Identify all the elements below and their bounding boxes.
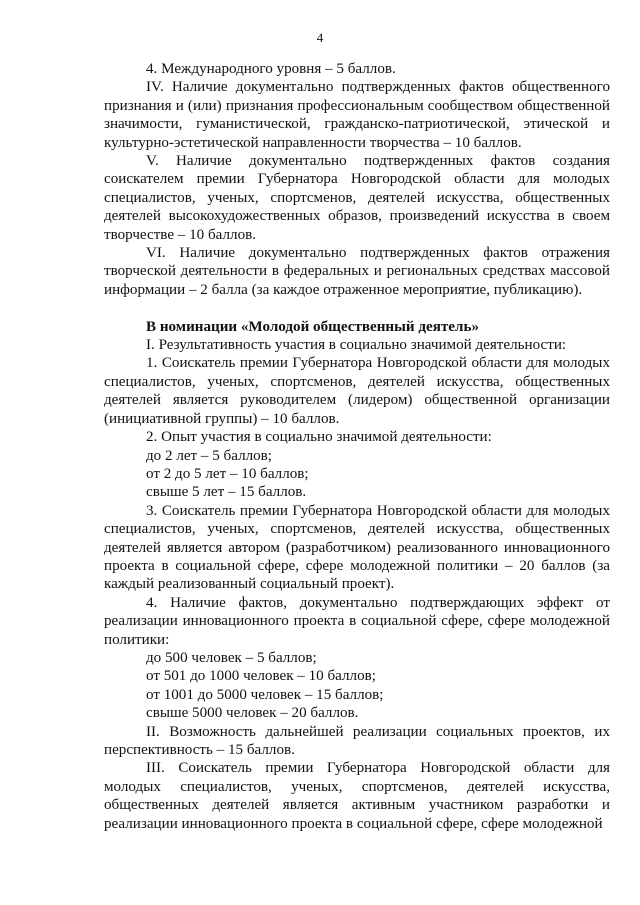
paragraph-item-2: 2. Опыт участия в социально значимой деятельности: <box>146 429 492 446</box>
paragraph-criterion-iii: III. Соискатель премии Губернатора Новгородской области для молодых специалистов, ученых, спортсменов, деятелей искусства, общественных деятелей является активным участником разработки и реализации инновационного проекта в социальной сфере, сфере молодежной <box>104 760 610 832</box>
document-body <box>104 60 610 833</box>
list-item-people: от 1001 до 5000 человек – 15 баллов; <box>146 686 384 703</box>
section-heading-public-figure: В номинации «Молодой общественный деятель» <box>146 318 479 335</box>
paragraph-criterion-ii: II. Возможность дальнейшей реализации социальных проектов, их перспективность – 15 баллов. <box>104 723 610 759</box>
list-item-experience: до 2 лет – 5 баллов; <box>146 447 273 464</box>
paragraph-item-4: 4. Наличие фактов, документально подтверждающих эффект от реализации инновационного проекта в социальной сфере, сфере молодежной политики: <box>104 594 610 648</box>
paragraph-item-3: 3. Соискатель премии Губернатора Новгородской области для молодых специалистов, ученых, спортсменов, деятелей искусства, общественных деятелей является автором (разработчиком) реализованного инновационного проекта в социальной сфере, сфере молодежной политики – 20 баллов (за каждый реализованный социальный проект). <box>104 502 610 593</box>
paragraph-item-1: 1. Соискатель премии Губернатора Новгородской области для молодых специалистов, ученых, спортсменов, деятелей искусства, общественных деятелей является руководителем (лидером) общественной организации (инициативной группы) – 10 баллов. <box>104 355 610 427</box>
paragraph-criterion-i: I. Результативность участия в социально значимой деятельности: <box>146 337 567 354</box>
list-item-people: до 500 человек – 5 баллов; <box>146 649 317 666</box>
list-item-people: свыше 5000 человек – 20 баллов. <box>146 705 359 722</box>
list-item-experience: от 2 до 5 лет – 10 баллов; <box>146 465 309 482</box>
page-number: 4 <box>316 30 324 45</box>
paragraph-criterion-v: V. Наличие документально подтвержденных фактов создания соискателем премии Губернатора Новгородской области для молодых специалистов, ученых, спортсменов, деятелей искусства, общественных деятелей высокохудожественных образов, произведений искусства в своем творчестве – 10 баллов. <box>104 153 610 243</box>
list-item-experience: свыше 5 лет – 15 баллов. <box>146 484 307 501</box>
paragraph-international-level: 4. Международного уровня – 5 баллов. <box>146 61 396 77</box>
list-item-people: от 501 до 1000 человек – 10 баллов; <box>146 668 376 685</box>
paragraph-criterion-vi: VI. Наличие документально подтвержденных фактов отражения творческой деятельности в федеральных и региональных средствах массовой информации – 2 балла (за каждое отраженное мероприятие, публикацию). <box>104 245 610 298</box>
paragraph-criterion-iv: IV. Наличие документально подтвержденных фактов общественного признания и (или) признания профессиональным сообществом общественной значимости, гуманистической, гражданско-патриотической, этической и культурно-эстетической направленности творчества – 10 баллов. <box>104 79 610 151</box>
